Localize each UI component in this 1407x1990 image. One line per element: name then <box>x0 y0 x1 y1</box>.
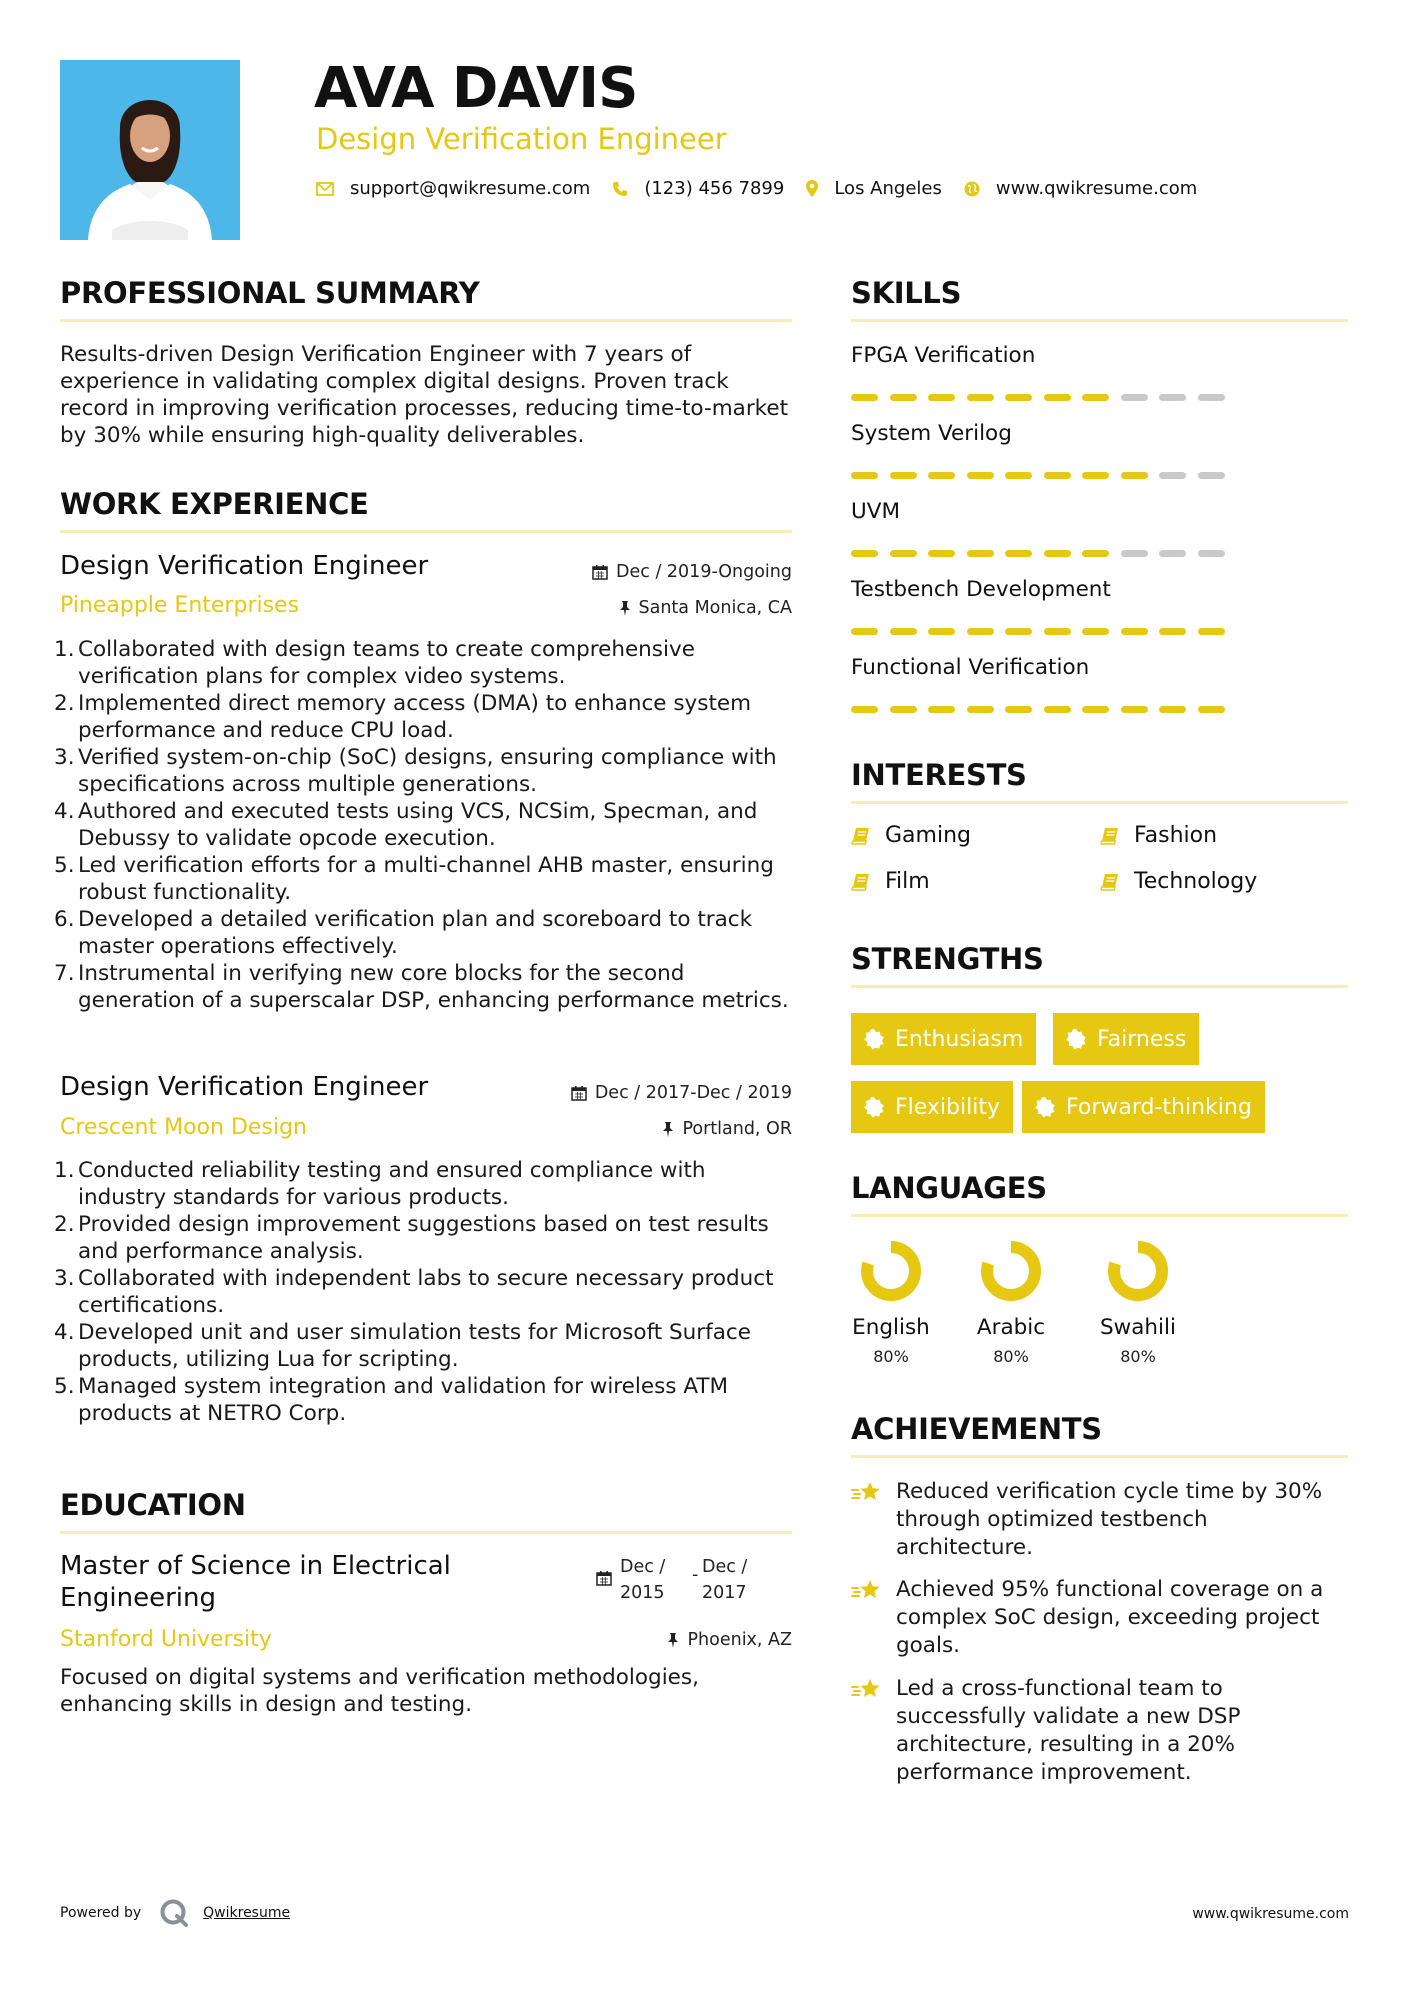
badge-icon <box>1034 1096 1056 1118</box>
qwikresume-link[interactable]: Qwikresume <box>203 1905 291 1921</box>
skill-dash-filled <box>1198 628 1225 635</box>
skill-dash-filled <box>967 394 994 401</box>
skill-dash-filled <box>890 550 917 557</box>
skill-dash-filled <box>1005 628 1032 635</box>
list-item: Provided design improvement suggestions based on test results and performance analysis. <box>78 1212 769 1264</box>
skill-dash-empty <box>1121 550 1148 557</box>
skill-dash-filled <box>1044 472 1071 479</box>
skill-dash-filled <box>851 706 878 713</box>
book-icon <box>851 872 871 892</box>
skill-dash-filled <box>928 628 955 635</box>
skill-dash-filled <box>1005 472 1032 479</box>
achievement-text: Achieved 95% functional coverage on a complex SoC design, exceeding project goals. <box>896 1577 1324 1658</box>
badge-icon <box>863 1028 885 1050</box>
calendar-icon <box>592 564 608 580</box>
job-company: Pineapple Enterprises <box>60 593 300 618</box>
shooting-star-icon <box>851 1480 883 1506</box>
experience-divider <box>60 530 792 533</box>
skill-dash-filled <box>1044 550 1071 557</box>
skill-dash-empty <box>1121 394 1148 401</box>
job-location <box>662 1119 792 1139</box>
list-item: Collaborated with independent labs to secure necessary product certifications. <box>78 1266 774 1318</box>
calendar-icon <box>571 1085 587 1101</box>
skill-dash-filled <box>851 628 878 635</box>
skill-dash-filled <box>1082 706 1109 713</box>
job-dates <box>592 562 792 582</box>
book-icon <box>1100 826 1120 846</box>
skill-dash-filled <box>1044 628 1071 635</box>
job-dates-text: Dec / 2019-Ongoing <box>616 562 792 582</box>
language-ring-arc <box>867 1247 915 1295</box>
education-end <box>702 1554 747 1606</box>
skill-dash-filled <box>928 550 955 557</box>
skill-dash-filled <box>1121 472 1148 479</box>
language-percent: 80% <box>873 1347 909 1366</box>
calendar-icon <box>596 1570 612 1586</box>
skill-dash-filled <box>851 394 878 401</box>
qwikresume-logo-icon <box>159 1898 189 1928</box>
contact-location <box>806 178 942 199</box>
skill-dash-filled <box>1159 628 1186 635</box>
achievement-text: Reduced verification cycle time by 30% through optimized testbench architecture. <box>896 1479 1323 1560</box>
list-item: Conducted reliability testing and ensured compliance with industry standards for various products. <box>78 1158 706 1210</box>
shooting-star-icon <box>851 1677 883 1703</box>
candidate-name: AVA DAVIS <box>314 56 638 121</box>
skill-dash-empty <box>1198 550 1225 557</box>
strengths-divider <box>851 985 1348 988</box>
language-name: English <box>852 1315 930 1340</box>
interest-item <box>851 869 930 894</box>
skill-dash-filled <box>851 550 878 557</box>
pin-icon <box>667 1632 679 1648</box>
education-end-year: 2017 <box>702 1583 747 1603</box>
job-dates-text: Dec / 2017-Dec / 2019 <box>594 1083 792 1103</box>
interest-label: Technology <box>1134 869 1258 894</box>
strength-label: Enthusiasm <box>895 1026 1024 1052</box>
education-location <box>667 1630 792 1650</box>
language-percent: 80% <box>993 1347 1029 1366</box>
education-start-year: 2015 <box>620 1583 665 1603</box>
badge-icon <box>863 1096 885 1118</box>
achievements-heading: ACHIEVEMENTS <box>851 1412 1102 1446</box>
skill-dash-filled <box>1082 394 1109 401</box>
skills-heading: SKILLS <box>851 276 962 310</box>
profile-photo-illustration <box>60 60 240 240</box>
pin-icon <box>619 600 631 616</box>
skill-dash-filled <box>1082 628 1109 635</box>
list-item: Instrumental in verifying new core blocks for the second generation of a superscalar DSP, enhancing performance metrics. <box>78 961 789 1013</box>
skill-dash-filled <box>1005 394 1032 401</box>
education-heading: EDUCATION <box>60 1488 246 1522</box>
list-item: Collaborated with design teams to create comprehensive verification plans for complex video systems. <box>78 637 695 689</box>
contact-email-text: support@qwikresume.com <box>350 178 591 199</box>
skill-dash-filled <box>1121 706 1148 713</box>
job-location-text: Santa Monica, CA <box>638 598 792 618</box>
language-ring-arc <box>1114 1247 1162 1295</box>
education-location-text: Phoenix, AZ <box>687 1630 792 1650</box>
skill-dash-empty <box>1198 394 1225 401</box>
strength-badge <box>851 1081 1013 1133</box>
interest-label: Gaming <box>885 823 971 848</box>
footer-powered-by <box>60 1898 290 1928</box>
skill-dash-empty <box>1159 394 1186 401</box>
interest-item <box>1100 823 1217 848</box>
skill-dash-filled <box>967 628 994 635</box>
interests-divider <box>851 801 1348 804</box>
education-start-label: Dec / <box>620 1557 666 1577</box>
badge-icon <box>1065 1028 1087 1050</box>
achievement-item <box>851 1576 1351 1660</box>
skill-level-bar <box>851 706 1236 713</box>
skill-dash-empty <box>1159 550 1186 557</box>
book-icon <box>851 826 871 846</box>
skill-dash-filled <box>1005 706 1032 713</box>
contact-location-text: Los Angeles <box>834 178 942 199</box>
skill-name: Testbench Development <box>851 577 1111 602</box>
school-name: Stanford University <box>60 1627 272 1652</box>
list-item: Authored and executed tests using VCS, NCSim, Specman, and Debussy to validate opcode execution. <box>78 799 758 851</box>
language-ring-arc <box>987 1247 1035 1295</box>
skill-dash-filled <box>1159 706 1186 713</box>
shooting-star-icon <box>851 1578 883 1604</box>
interest-item <box>1100 869 1257 894</box>
skill-dash-filled <box>1005 550 1032 557</box>
education-start <box>620 1554 692 1606</box>
strength-badge <box>1022 1081 1265 1133</box>
list-item: Implemented direct memory access (DMA) to enhance system performance and reduce CPU load. <box>78 691 752 743</box>
skill-dash-filled <box>1044 394 1071 401</box>
education-dates <box>596 1554 747 1606</box>
skill-dash-filled <box>928 472 955 479</box>
job-duties-list <box>60 1157 800 1427</box>
contact-phone-text: (123) 456 7899 <box>644 178 785 199</box>
degree-title: Master of Science in Electrical Engineering <box>60 1551 451 1613</box>
language-name: Swahili <box>1100 1315 1176 1340</box>
education-date-dash: - <box>692 1565 699 1585</box>
candidate-title: Design Verification Engineer <box>316 122 727 156</box>
skill-dash-empty <box>1159 472 1186 479</box>
job-duties-list <box>60 636 800 1014</box>
job-title: Design Verification Engineer <box>60 1072 429 1102</box>
language-proficiency-ring <box>1106 1239 1170 1303</box>
education-description: Focused on digital systems and verification methodologies, enhancing skills in design and testing. <box>60 1665 699 1717</box>
language-item <box>1078 1239 1198 1366</box>
skill-dash-filled <box>1082 472 1109 479</box>
skill-level-bar <box>851 394 1236 401</box>
contact-website[interactable] <box>964 178 1197 199</box>
strengths-heading: STRENGTHS <box>851 942 1044 976</box>
experience-heading: WORK EXPERIENCE <box>60 487 369 521</box>
skill-dash-filled <box>967 706 994 713</box>
contact-website-text: www.qwikresume.com <box>995 178 1198 199</box>
strength-badge <box>1053 1013 1199 1065</box>
strength-badge <box>851 1013 1036 1065</box>
language-proficiency-ring <box>859 1239 923 1303</box>
language-name: Arabic <box>976 1315 1046 1340</box>
skill-dash-filled <box>1044 706 1071 713</box>
interest-label: Film <box>885 869 930 894</box>
skill-name: Functional Verification <box>851 655 1090 680</box>
book-icon <box>1100 872 1120 892</box>
skill-dash-filled <box>1121 628 1148 635</box>
skill-name: System Verilog <box>851 421 1012 446</box>
contact-bar <box>316 178 1219 199</box>
pin-icon <box>662 1121 674 1137</box>
skill-dash-filled <box>890 394 917 401</box>
skill-dash-empty <box>1198 472 1225 479</box>
list-item: Managed system integration and validation for wireless ATM products at NETRO Corp. <box>78 1374 729 1426</box>
globe-icon <box>964 181 980 197</box>
contact-email[interactable] <box>316 178 590 199</box>
language-percent: 80% <box>1120 1347 1156 1366</box>
skill-dash-filled <box>851 472 878 479</box>
summary-heading: PROFESSIONAL SUMMARY <box>60 276 480 310</box>
language-item <box>951 1239 1071 1366</box>
envelope-icon <box>316 182 334 196</box>
strength-label: Forward-thinking <box>1066 1094 1252 1120</box>
contact-phone[interactable] <box>612 178 784 199</box>
skill-dash-filled <box>967 472 994 479</box>
languages-divider <box>851 1214 1348 1217</box>
education-divider <box>60 1531 792 1534</box>
strength-label: Fairness <box>1097 1026 1187 1052</box>
summary-text: Results-driven Design Verification Engineer with 7 years of experience in validating complex digital designs. Proven track record in improving verification processes, reducing time-to-market by 30% while ensuring high-quality deliverables. <box>60 342 789 448</box>
profile-photo <box>60 60 240 240</box>
skill-dash-filled <box>967 550 994 557</box>
skill-name: FPGA Verification <box>851 343 1036 368</box>
skill-dash-filled <box>890 706 917 713</box>
map-marker-icon <box>806 180 818 197</box>
achievement-item <box>851 1478 1351 1562</box>
skill-dash-filled <box>928 394 955 401</box>
job-title: Design Verification Engineer <box>60 551 429 581</box>
achievements-divider <box>851 1455 1348 1458</box>
summary-divider <box>60 319 792 322</box>
powered-by-label: Powered by <box>60 1905 142 1921</box>
interests-heading: INTERESTS <box>851 758 1027 792</box>
job-company: Crescent Moon Design <box>60 1115 307 1140</box>
skill-dash-filled <box>1082 550 1109 557</box>
interest-label: Fashion <box>1134 823 1218 848</box>
list-item: Developed unit and user simulation tests for Microsoft Surface products, utilizing Lua for scripting. <box>78 1320 751 1372</box>
skill-level-bar <box>851 550 1236 557</box>
list-item: Led verification efforts for a multi-channel AHB master, ensuring robust functionality. <box>78 853 774 905</box>
achievement-text: Led a cross-functional team to successfully validate a new DSP architecture, resulting in a 20% performance improvement. <box>896 1676 1241 1785</box>
list-item: Verified system-on-chip (SoC) designs, ensuring compliance with specifications across multiple generations. <box>78 745 777 797</box>
strength-label: Flexibility <box>895 1094 1000 1120</box>
skills-divider <box>851 319 1348 322</box>
skill-dash-filled <box>890 628 917 635</box>
job-location-text: Portland, OR <box>682 1119 792 1139</box>
achievement-item <box>851 1675 1351 1787</box>
education-end-label: Dec / <box>702 1557 748 1577</box>
skill-dash-filled <box>890 472 917 479</box>
language-proficiency-ring <box>979 1239 1043 1303</box>
list-item: Developed a detailed verification plan and scoreboard to track master operations effectively. <box>78 907 753 959</box>
job-location <box>619 598 793 618</box>
skill-dash-filled <box>928 706 955 713</box>
language-item <box>831 1239 951 1366</box>
job-dates <box>571 1083 792 1103</box>
phone-icon <box>612 181 628 197</box>
skill-level-bar <box>851 472 1236 479</box>
skill-dash-filled <box>1198 706 1225 713</box>
skill-name: UVM <box>851 499 900 524</box>
skill-level-bar <box>851 628 1236 635</box>
languages-heading: LANGUAGES <box>851 1171 1047 1205</box>
interest-item <box>851 823 971 848</box>
footer-website-link[interactable]: www.qwikresume.com <box>1192 1906 1349 1922</box>
